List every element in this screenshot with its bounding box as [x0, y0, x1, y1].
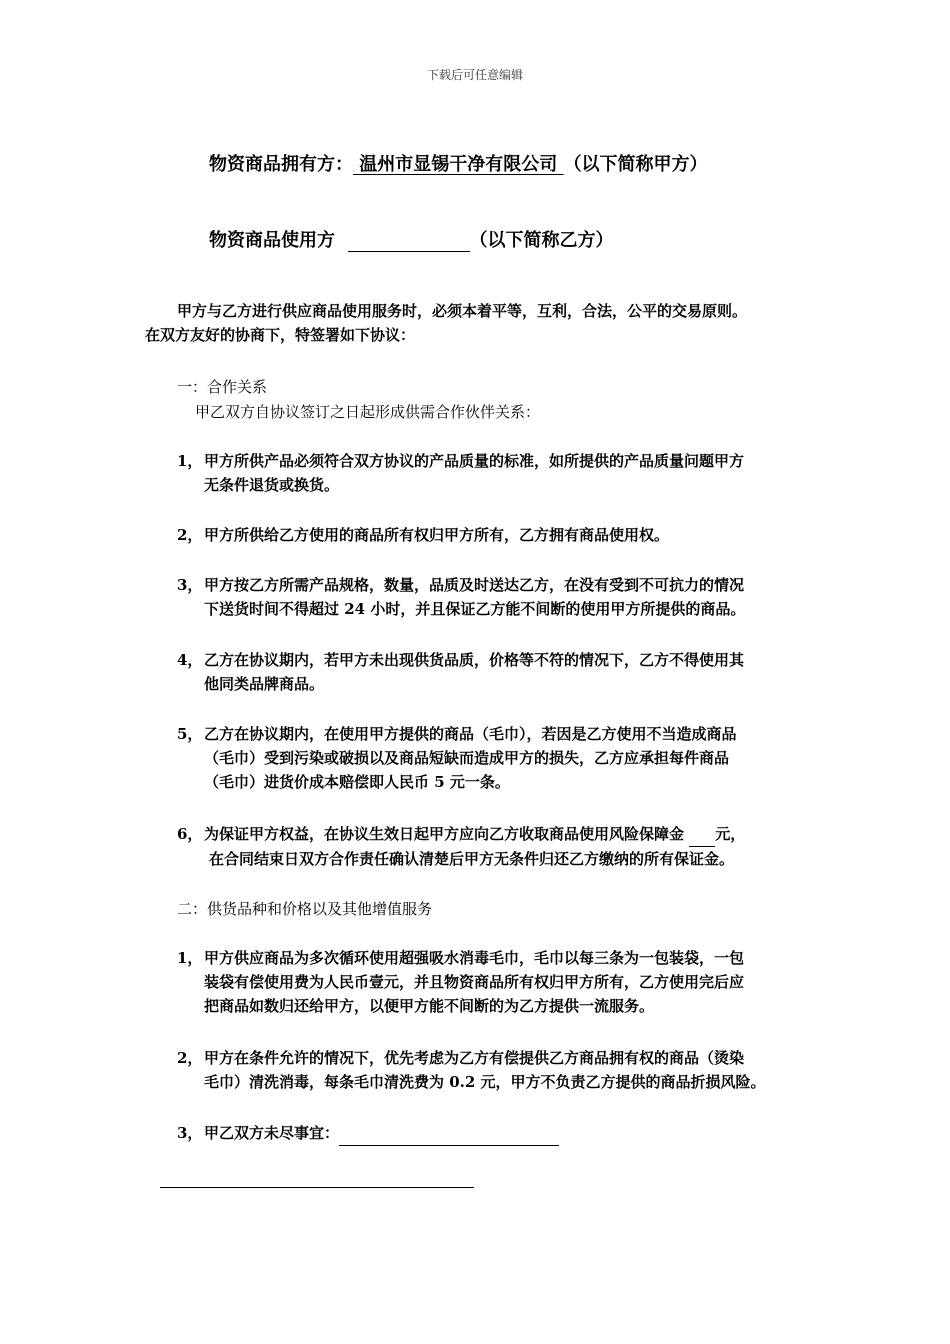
party-a-suffix: （以下简称甲方）: [563, 154, 708, 175]
section-1-subtitle: 甲乙双方自协议签订之日起形成供需合作伙伴关系：: [195, 403, 541, 421]
section-2-item-1: 1， 甲方供应商品为多次循环使用超强吸水消毒毛巾，毛巾以每三条为一包装袋，一包 装袋有偿使用费为人民币壹元，并且物资商品所有权归甲方所有，乙方使用完后应 把商品如数归还给甲方，以便甲方能不间断的为乙方提供一流服务。: [177, 949, 745, 1015]
unfinished-matters-blank: [339, 1121, 559, 1146]
party-b-suffix: （以下简称乙方）: [469, 230, 614, 251]
intro-line-1: 甲方与乙方进行供应商品使用服务时，必须本着平等，互利，合法，公平的交易原则。: [177, 302, 748, 320]
section-2-item-3: 3， 甲乙双方未尽事宜：: [177, 1121, 559, 1146]
deposit-amount-blank: [689, 822, 715, 847]
intro-line-2: 在双方友好的协商下，特签署如下协议：: [145, 326, 416, 344]
section-1-item-2: 2， 甲方所供给乙方使用的商品所有权归甲方所有，乙方拥有商品使用权。: [177, 526, 670, 544]
section-1-item-3: 3， 甲方按乙方所需产品规格，数量，品质及时送达乙方，在没有受到不可抗力的情况 下送货时间不得超过 24 小时，并且保证乙方能不间断的使用甲方所提供的商品。: [177, 576, 746, 618]
section-2-item-2: 2， 甲方在条件允许的情况下，优先考虑为乙方有偿提供乙方商品拥有权的商品（烫染 毛巾）清洗消毒，每条毛巾清洗费为 0.2 元，甲方不负责乙方提供的商品折损风险。: [177, 1049, 766, 1091]
party-b-label: 物资商品使用方: [209, 230, 335, 251]
section-2-title: 二：供货品种和价格以及其他增值服务: [177, 900, 433, 918]
section-1-item-1: 1， 甲方所供产品必须符合双方协议的产品质量的标准，如所提供的产品质量问题甲方 无条件退货或换货。: [177, 452, 745, 494]
party-a-name: 温州市显锡干净有限公司: [359, 154, 558, 175]
party-b-name-blank: [348, 230, 470, 252]
header-note: 下载后可任意编辑: [426, 68, 523, 82]
continuation-rule: [160, 1187, 474, 1188]
section-1-item-6: 6， 为保证甲方权益，在协议生效日起甲方应向乙方收取商品使用风险保障金 元， 在合同结束日双方合作责任确认清楚后甲方无条件归还乙方缴纳的所有保证金。: [177, 822, 745, 871]
section-1-item-5: 5， 乙方在协议期内，在使用甲方提供的商品（毛巾），若因是乙方使用不当造成商品 （毛巾）受到污染或破损以及商品短缺而造成甲方的损失，乙方应承担每件商品 （毛巾）进货价成本赔偿即人民币 5 元一条。: [177, 725, 737, 791]
party-b-line: [209, 226, 614, 252]
section-1-title: 一：合作关系: [177, 378, 268, 396]
party-a-label: 物资商品拥有方：: [209, 154, 353, 175]
party-a-line: [209, 150, 708, 176]
section-1-item-4: 4， 乙方在协议期内，若甲方未出现供货品质，价格等不符的情况下，乙方不得使用其 他同类品牌商品。: [177, 651, 745, 693]
